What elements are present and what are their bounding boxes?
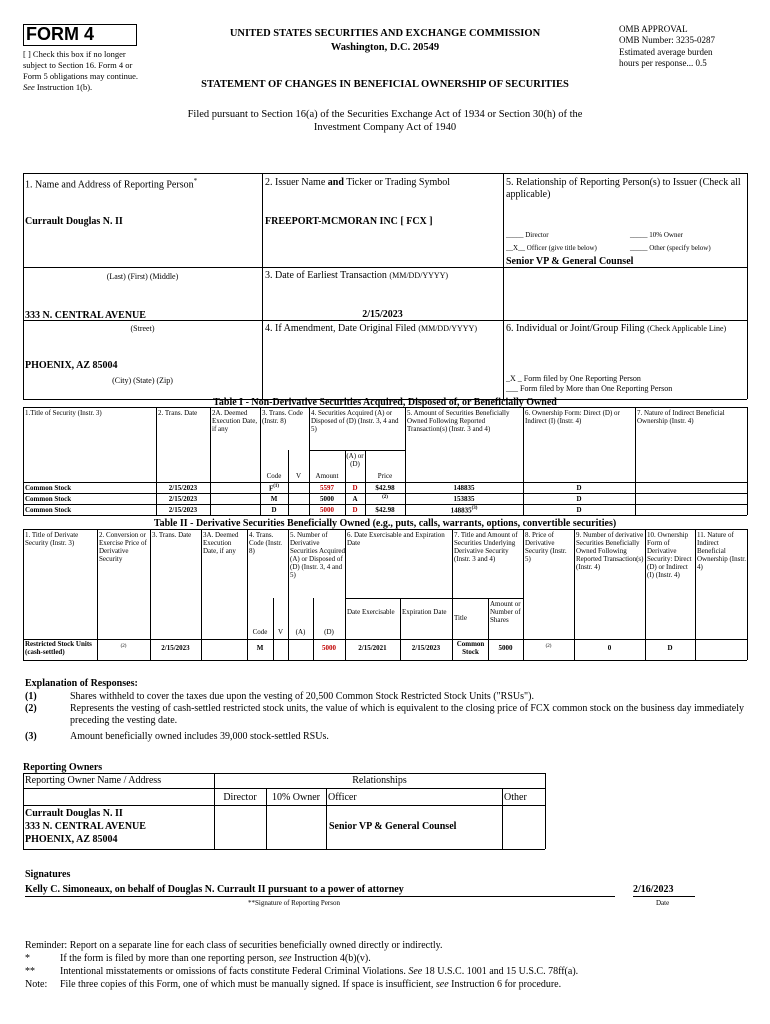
t1-h5: 5. Amount of Securities Beneficially Owned Following Reported Transaction(s) (Instr. 3 and 4)	[407, 409, 510, 434]
box6-label-small: (Check Applicable Line)	[647, 324, 727, 333]
grid-left-line	[23, 173, 24, 399]
box6-label-text: 6. Individual or Joint/Group Filing	[506, 323, 645, 334]
t1-h1: 1.Title of Security (Instr. 3)	[25, 409, 102, 417]
t1-h7: 7. Nature of Indirect Beneficial Ownership (Instr. 4)	[637, 409, 725, 426]
footnote-star2-see: See	[408, 966, 423, 977]
table2-title: Table II - Derivative Securities Beneficially Owned (e.g., puts, calls, warrants, options, convertible securities)	[153, 518, 617, 529]
box4-label	[265, 323, 477, 335]
footnote-star1-mark: *	[25, 953, 30, 964]
ro-col-director: Director	[223, 792, 257, 803]
t2-head-bottom	[23, 639, 747, 640]
t1-row3-owned-val: 148835	[450, 506, 472, 515]
footnote-star2-mark: **	[25, 966, 35, 977]
t1-head-bottom	[23, 482, 747, 483]
ro-v5	[545, 773, 546, 849]
t2-h4: 4. Trans. Code (Instr. 8)	[249, 531, 283, 556]
t1-row1-aord: D	[352, 484, 358, 492]
signatures-heading: Signatures	[25, 869, 71, 880]
reporting-person-street: 333 N. CENTRAL AVENUE	[25, 310, 146, 321]
reminder: Reminder: Report on a separate line for each class of securities beneficially owned directly or indirectly.	[25, 940, 443, 951]
box1-label: 1. Name and Address of Reporting Person*	[25, 177, 198, 191]
t2-row-owned: 0	[607, 644, 612, 652]
issuer-name: FREEPORT-MCMORAN INC [ FCX ]	[265, 216, 433, 227]
table1-title: Table I - Non-Derivative Securities Acquired, Disposed of, or Beneficially Owned	[213, 397, 557, 408]
footnote-note-text: File three copies of this Form, one of which must be manually signed. If space is insufficient,	[60, 979, 434, 990]
t2-v9	[574, 529, 575, 660]
t2-v2	[150, 529, 151, 660]
t2-h10: 10. Ownership Form of Derivative Security: Direct (D) or Indirect (I) (Instr. 4)	[647, 531, 692, 580]
date-line	[633, 896, 695, 897]
t2-h7: 7. Title and Amount of Securities Underlying Derivative Security (Instr. 3 and 4)	[454, 531, 518, 564]
grid-top-line	[23, 173, 747, 174]
omb-line-2: OMB Number: 3235-0287	[619, 35, 715, 46]
t2-h6: 6. Date Exercisable and Expiration Date	[347, 531, 445, 548]
t2-top-line	[23, 529, 747, 530]
ro-mid1	[23, 788, 545, 789]
t2-row-exercisable: 2/15/2021	[358, 644, 387, 652]
t1-v8	[747, 407, 748, 515]
city-caption: (City) (State) (Zip)	[112, 376, 173, 385]
t1-sub-line	[309, 450, 405, 451]
t1-row2-date: 2/15/2023	[168, 495, 198, 503]
t1-sub-code: Code	[266, 472, 282, 480]
t1-v7	[635, 407, 636, 515]
t1-v2	[210, 407, 211, 515]
t1-row2-code: M	[270, 495, 278, 503]
t2-v11	[695, 529, 696, 660]
signature-caption	[248, 899, 340, 907]
ro-col-ten: 10% Owner	[271, 792, 321, 803]
t2-sub-code: Code	[252, 628, 268, 636]
t1-row3-aord: D	[352, 506, 358, 514]
t2-sub-expiration: Expiration Date	[402, 608, 447, 616]
explanation-num-3: (3)	[25, 731, 37, 742]
t2-h8: 8. Price of Derivative Security (Instr. 5)	[525, 531, 567, 564]
t2-sub-d: (D)	[324, 628, 334, 636]
t1-row3-form: D	[576, 506, 582, 514]
street-caption: (Street)	[130, 324, 155, 333]
t2-h11: 11. Nature of Indirect Beneficial Ownership (Instr. 4)	[697, 531, 746, 572]
box1-label-text: 1. Name and Address of Reporting Person	[25, 179, 194, 191]
officer-title: Senior VP & General Counsel	[506, 256, 634, 267]
t1-v3b	[288, 450, 289, 515]
box4-label-text: 4. If Amendment, Date Original Filed	[265, 323, 416, 334]
agency-name: UNITED STATES SECURITIES AND EXCHANGE COMMISSION	[229, 28, 541, 39]
t2-v10	[645, 529, 646, 660]
t2-row-price: (2)	[545, 644, 552, 649]
t2-row-title: Restricted Stock Units (cash-settled)	[25, 640, 92, 657]
statement-title: STATEMENT OF CHANGES IN BENEFICIAL OWNERSHIP OF SECURITIES	[201, 79, 569, 90]
explanation-text-1: Shares withheld to cover the taxes due upon the vesting of 20,500 Common Stock Restricted Stock Units ("RSUs").	[70, 691, 534, 702]
t1-row2-price	[365, 495, 405, 503]
t1-row1-date: 2/15/2023	[168, 484, 198, 492]
ro-name-3: PHOENIX, AZ 85004	[25, 834, 118, 845]
t1-top-line	[23, 407, 747, 408]
omb-line-4: hours per response... 0.5	[619, 57, 707, 68]
t2-row-u-amount: 5000	[498, 644, 513, 652]
checkbox-instruction: Instruction 1(b).	[36, 81, 93, 92]
t1-h4: 4. Securities Acquired (A) or Disposed of (D) (Instr. 3, 4 and 5)	[311, 409, 399, 434]
t1-h2: 2. Trans. Date	[158, 409, 198, 417]
footnote-note-see: see	[435, 979, 449, 990]
t2-sub-line-b	[452, 598, 523, 599]
ro-v0	[23, 773, 24, 849]
t1-v0	[23, 407, 24, 515]
signature-caption-mark: **	[248, 899, 255, 907]
box2-label-b: Ticker or Trading Symbol	[346, 177, 451, 188]
ro-top	[23, 773, 545, 774]
filing-option-2: ___ Form filed by More than One Reporting Person	[506, 384, 673, 393]
grid-right-line	[747, 173, 748, 399]
t1-row3-price: $42.98	[375, 506, 395, 514]
box3-label-small: (MM/DD/YYYY)	[389, 271, 449, 280]
reporting-person-name: Currault Douglas N. II	[25, 216, 123, 227]
t2-bottom-line	[23, 660, 747, 661]
t1-h3: 3. Trans. Code (Instr. 8)	[262, 409, 303, 426]
footnote-note-instr: Instruction 6 for procedure.	[451, 979, 562, 990]
t1-row2-line	[23, 504, 747, 505]
t2-sub-v: V	[277, 628, 284, 636]
relationship-ten-pct: _____ 10% Owner	[630, 231, 683, 239]
t1-row3-date: 2/15/2023	[168, 506, 198, 514]
t2-h1: 1. Title of Derivate Security (Instr. 3)	[25, 531, 79, 548]
t2-row-expiration: 2/15/2023	[411, 644, 441, 652]
checkbox-notice	[23, 49, 151, 93]
footnote-star2	[60, 966, 578, 978]
footnote-star1-see: see	[278, 953, 292, 964]
filing-option-1: _X _ Form filed by One Reporting Person	[506, 374, 641, 383]
filed-pursuant-2: Investment Company Act of 1940	[313, 122, 457, 133]
t1-row1-code	[260, 484, 288, 492]
t2-h9: 9. Number of derivative Securities Beneficially Owned Following Reported Transaction(s) (Instr. 4)	[576, 531, 644, 572]
t1-row2-price-note: (2)	[382, 495, 388, 500]
ro-col-rel: Relationships	[352, 775, 407, 786]
t2-h2: 2. Conversion or Exercise Price of Derivative Security	[99, 531, 147, 564]
explanation-heading: Explanation of Responses:	[25, 678, 138, 689]
box2-label-and: and	[327, 177, 344, 188]
t2-row-date: 2/15/2023	[161, 644, 190, 652]
t2-v8	[523, 529, 524, 660]
t2-v0	[23, 529, 24, 660]
ro-bottom	[23, 849, 545, 850]
t2-row-form: D	[667, 644, 673, 652]
t1-row1-price: $42.98	[375, 484, 395, 492]
grid-row1-line	[23, 267, 747, 268]
footnote-star1-text: If the form is filed by more than one reporting person,	[60, 953, 277, 964]
footnote-note-mark: Note:	[25, 979, 48, 990]
box4-label-small: (MM/DD/YYYY)	[418, 324, 477, 333]
grid-col2-line	[503, 173, 504, 399]
ro-officer: Senior VP & General Counsel	[329, 821, 457, 832]
checkbox-see: See	[23, 81, 35, 92]
box2-label-a: 2. Issuer Name	[265, 177, 326, 188]
t1-row3-code: D	[271, 506, 277, 514]
form-title: FORM 4	[26, 24, 95, 44]
footnote-star2-instr: 18 U.S.C. 1001 and 15 U.S.C. 78ff(a).	[424, 966, 579, 977]
footnote-note	[60, 979, 561, 991]
checkbox-notice-text: [ ] Check this box if no longer subject to Section 16. Form 4 or Form 5 obligations may continue.	[23, 49, 138, 81]
relationship-other: _____ Other (specify below)	[630, 244, 711, 252]
t1-row3-owned	[405, 506, 523, 514]
t2-v4	[247, 529, 248, 660]
t1-sub-price: Price	[377, 472, 393, 480]
explanation-num-2: (2)	[25, 703, 37, 714]
t2-row-conv: (2)	[120, 644, 127, 649]
omb-line-1: OMB APPROVAL	[619, 24, 688, 34]
grid-row2c-line	[503, 320, 747, 321]
ro-v4	[502, 788, 503, 849]
t1-row1-owned: 148835	[453, 484, 475, 492]
t1-h2a: 2A. Deemed Execution Date, if any	[212, 409, 258, 434]
agency-city: Washington, D.C. 20549	[330, 42, 440, 53]
t2-v6	[345, 529, 346, 660]
box2-label	[265, 177, 450, 189]
explanation-text-2: Represents the vesting of cash-settled restricted stock units, the value of which is equivalent to the closing price of FCX common stock on the business day immediately preceding the vesting date.	[70, 703, 745, 726]
t2-v3	[201, 529, 202, 660]
relationship-officer: __X__ Officer (give title below)	[506, 244, 597, 252]
t2-v5	[288, 529, 289, 660]
t1-sub-v: V	[295, 472, 302, 480]
owners-heading: Reporting Owners	[23, 762, 103, 773]
ro-mid2	[23, 805, 545, 806]
t1-row1-line	[23, 493, 747, 494]
t2-v1	[97, 529, 98, 660]
t2-row-u-title: Common Stock	[456, 640, 485, 657]
explanation-text-3: Amount beneficially owned includes 39,000 stock-settled RSUs.	[70, 731, 329, 742]
t1-row1-title: Common Stock	[25, 484, 72, 492]
reporting-person-city: PHOENIX, AZ 85004	[25, 360, 118, 371]
t2-h5: 5. Number of Derivative Securities Acquired (A) or Disposed of (D) (Instr. 3, 4 and 5)	[290, 531, 346, 580]
t1-row2-title: Common Stock	[25, 495, 72, 503]
signature-line	[25, 896, 615, 897]
t1-row1-code-note: (1)	[273, 484, 280, 489]
box3-label	[265, 270, 448, 282]
signature-caption-text: Signature of Reporting Person	[255, 899, 340, 907]
box5-label: 5. Relationship of Reporting Person(s) to Issuer (Check all applicable)	[506, 177, 741, 200]
footnote-star1-instr: Instruction 4(b)(v).	[294, 953, 371, 964]
t1-row2-form: D	[576, 495, 582, 503]
t2-h3: 3. Trans. Date	[152, 531, 192, 539]
t2-row-d: 5000	[322, 644, 336, 652]
t1-bottom-line	[23, 515, 747, 516]
ro-col-name: Reporting Owner Name / Address	[25, 775, 162, 786]
signer-name: Kelly C. Simoneaux, on behalf of Douglas N. Currault II pursuant to a power of attorney	[25, 884, 404, 895]
t1-row2-owned: 153835	[453, 495, 475, 503]
ro-name-1: Currault Douglas N. II	[25, 808, 123, 819]
earliest-transaction-date: 2/15/2023	[362, 309, 403, 320]
box3-label-text: 3. Date of Earliest Transaction	[265, 270, 387, 281]
t2-sub-title: Title	[454, 614, 467, 622]
name-caption: (Last) (First) (Middle)	[106, 272, 179, 281]
footnote-star2-text: Intentional misstatements or omissions of facts constitute Federal Criminal Violations.	[60, 966, 406, 977]
t1-h6: 6. Ownership Form: Direct (D) or Indirect (I) (Instr. 4)	[525, 409, 620, 426]
t2-sub-a: (A)	[295, 628, 306, 636]
t1-row1-form: D	[576, 484, 582, 492]
ro-name-2: 333 N. CENTRAL AVENUE	[25, 821, 146, 832]
t2-v12	[747, 529, 748, 660]
t2-row-code: M	[256, 644, 264, 652]
t1-row1-amount: 5597	[320, 484, 334, 492]
t2-h3a: 3A. Deemed Execution Date, if any	[203, 531, 239, 556]
t1-row2-aord: A	[352, 495, 358, 503]
t1-row3-amount: 5000	[320, 506, 334, 514]
t1-row2-amount: 5000	[320, 495, 334, 503]
date-caption: Date	[656, 899, 670, 907]
t1-sub-aord: (A) or (D)	[346, 452, 364, 469]
box6-label	[506, 323, 744, 335]
t1-sub-amount: Amount	[315, 472, 339, 480]
t1-row3-title: Common Stock	[25, 506, 72, 514]
signature-date: 2/16/2023	[633, 884, 674, 895]
t1-row1-code-val: F	[268, 484, 274, 493]
filed-pursuant-1: Filed pursuant to Section 16(a) of the Securities Exchange Act of 1934 or Section 30(h) of the	[187, 109, 583, 120]
omb-approval	[619, 24, 759, 69]
relationship-director: _____ Director	[506, 231, 549, 239]
footnote-star1	[60, 953, 371, 965]
explanation-num-1: (1)	[25, 691, 37, 702]
t1-row3-owned-note: (3)	[471, 506, 478, 511]
t2-sub-amount: Amount or Number of Shares	[490, 600, 521, 625]
ro-col-officer: Officer	[328, 792, 357, 803]
omb-line-3: Estimated average burden	[619, 46, 713, 57]
ro-v3	[326, 788, 327, 849]
ro-col-other: Other	[504, 792, 527, 803]
grid-col1-line	[262, 173, 263, 399]
t2-sub-exercisable: Date Exercisable	[347, 608, 395, 616]
